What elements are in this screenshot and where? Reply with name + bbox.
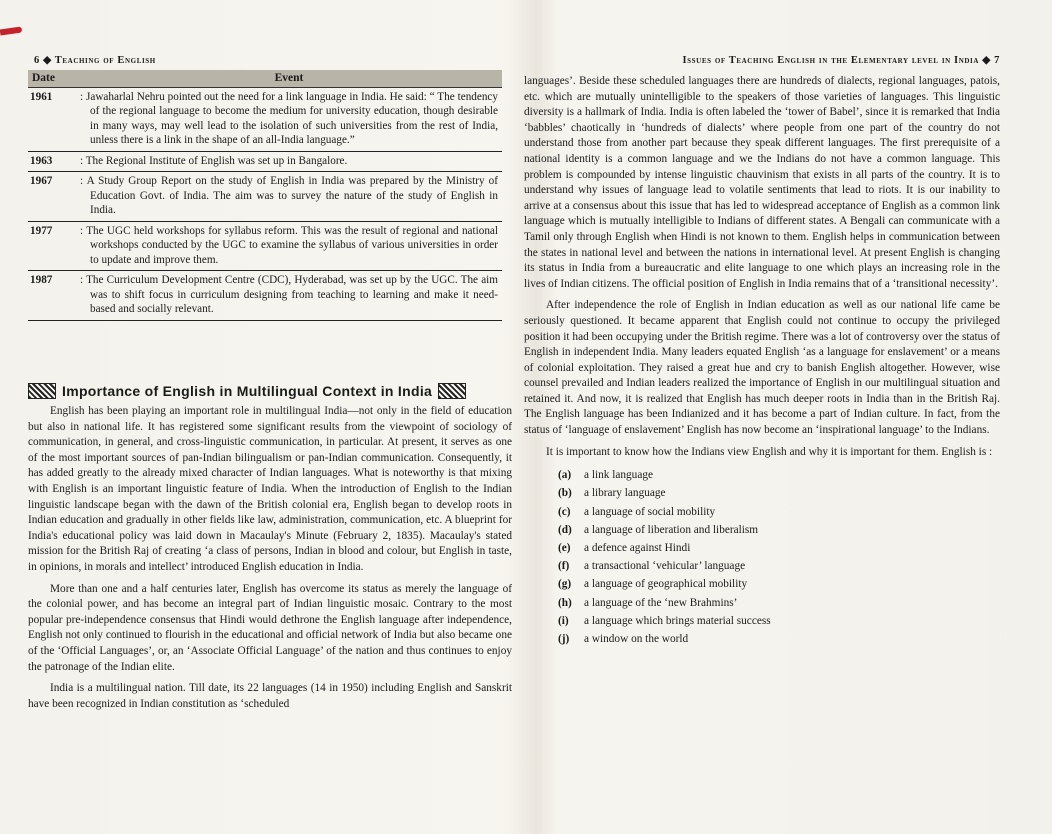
list-marker: (h) <box>558 596 572 609</box>
english-roles-list <box>524 466 1000 648</box>
right-running-head: Issues of Teaching English in the Elementary level in India ◆ 7 <box>682 55 1000 66</box>
list-item <box>558 503 1000 521</box>
list-text: a defence against Hindi <box>584 542 691 555</box>
row-event: : Jawaharlal Nehru pointed out the need for a link language in India. He said: “ The tendency of the regional language to become the medium for university education, though desirable in many ways, may well lead to the isolation of such universities from the rest of India, unless there is a link in the shape of an all-India language.” <box>76 87 502 151</box>
table-row <box>28 87 502 151</box>
paragraph: It is important to know how the Indians view English and why it is important for them. English is : <box>546 445 993 458</box>
row-year: 1963 <box>28 151 76 172</box>
list-text: a link language <box>584 469 654 482</box>
paragraph: English has been playing an important role in multilingual India—not only in the field of education but also in national life. It has registered some significant results from the viewpoint of sociology of communication, in general, and cross-linguistic communication, in particular. At present, it serves as one of the most important sources of pan-Indian bilingualism or pan-Indian communication. Consequently, it has added greatly to the already mixed character of Indian languages. What is noteworthy is that mixing with English is an important linguistic feature of India. When the introduction of English to the Indian linguistic landscape began with the dawn of the British colonial era, English began to develop roots in Indian education and gradually in other fields like law, administration, communication, etc. A blueprint for India's educational policy was laid down in Macaulay's Minute (February 2, 1835). Macaulay's stated mission for the British Raj of creating ‘a class of persons, Indian in blood and colour, but English in taste, in opinions, in morals and intellect’ introduced English education in India. <box>28 405 512 573</box>
paragraph: After independence the role of English in Indian education as well as our national life came be seriously questioned. It became apparent that English could not continue to occupy the privileged position it had been occupying under the British regime. There was a lot of controversy over the status of English in independent India. Many leaders equated English ‘as a language for enslavement’ or a means of colonial exploitation. They raised a great hue and cry to banish English altogether. However, wise counsel prevailed and Indian leaders realized the importance of English in our multilingual situation and retained it. And now, it is realized that English has much deeper roots in India than in the British Raj. The English language has been Indianized and it has become a part of Indian culture. In fact, from the status of ‘language of enslavement’ English has now become an ‘inspirational language’ to the Indians. <box>524 299 1000 437</box>
list-item <box>558 539 1000 557</box>
list-marker: (d) <box>558 523 572 536</box>
list-marker: (b) <box>558 487 572 500</box>
row-event: : The Curriculum Development Centre (CDC), Hyderabad, was set up by the UGC. The aim was to shift focus in curriculum designing from teaching to learning and make it need-based and socially relevant. <box>76 271 502 321</box>
list-item <box>558 466 1000 484</box>
heading-ornament-icon <box>28 383 56 399</box>
left-running-head: 6 ◆ Teaching of English <box>34 55 156 66</box>
timeline-table <box>28 70 502 321</box>
paragraph: More than one and a half centuries later, English has overcome its status as merely the language of the colonial power, and has become an integral part of Indian linguistic mosaic. Contrary to the most popular pre-independence consensus that Hindi would dethrone the English language after independence, English not only continued to flourish in the educational and official network of India but also became one of the ‘Official Languages’, or, an ‘Associate Official Language’ of the nation and thus continues to enjoy the patronage of the Indian elite. <box>28 582 512 673</box>
left-body-text <box>28 404 512 718</box>
table-row <box>28 221 502 271</box>
list-marker: (f) <box>558 560 570 573</box>
list-text: a language of liberation and liberalism <box>584 523 759 536</box>
row-year: 1987 <box>28 271 76 321</box>
list-text: a language of social mobility <box>584 505 716 518</box>
list-text: a language of geographical mobility <box>584 578 748 591</box>
list-item <box>558 630 1000 648</box>
table-row <box>28 151 502 172</box>
list-marker: (e) <box>558 542 571 555</box>
list-marker: (j) <box>558 633 570 646</box>
timeline-header-row <box>28 70 502 87</box>
list-marker: (g) <box>558 578 572 591</box>
table-row <box>28 271 502 321</box>
row-year: 1961 <box>28 87 76 151</box>
section-heading-text: Importance of English in Multilingual Context in India <box>62 383 433 399</box>
list-text: a library language <box>584 487 666 500</box>
right-body-text <box>524 74 1000 648</box>
list-item <box>558 484 1000 502</box>
list-marker: (a) <box>558 469 572 482</box>
list-text: a window on the world <box>584 633 689 646</box>
heading-ornament-icon <box>438 383 466 399</box>
paragraph: India is a multilingual nation. Till date, its 22 languages (14 in 1950) including English and Sanskrit have been recognized in Indian constitution as ‘scheduled <box>28 682 512 710</box>
list-item <box>558 521 1000 539</box>
event-column-header: Event <box>76 70 502 87</box>
list-text: a language of the ‘new Brahmins’ <box>584 596 738 609</box>
list-text: a language which brings material success <box>584 614 771 627</box>
list-marker: (c) <box>558 505 571 518</box>
section-heading <box>28 381 516 401</box>
row-event: : The UGC held workshops for syllabus reform. This was the result of regional and national workshops conducted by the UGC to examine the syllabus of various universities in order to update and improve them. <box>76 221 502 271</box>
list-item <box>558 612 1000 630</box>
row-event: : The Regional Institute of English was set up in Bangalore. <box>76 151 502 172</box>
row-event: : A Study Group Report on the study of English in India was prepared by the Ministry of Education Govt. of India. The aim was to survey the nature of the study of English in India. <box>76 172 502 222</box>
table-row <box>28 172 502 222</box>
list-item <box>558 575 1000 593</box>
list-item <box>558 557 1000 575</box>
list-marker: (i) <box>558 614 569 627</box>
red-bookmark-mark <box>0 26 22 35</box>
date-column-header: Date <box>28 70 76 87</box>
list-item <box>558 594 1000 612</box>
list-text: a transactional ‘vehicular’ language <box>584 560 746 573</box>
row-year: 1967 <box>28 172 76 222</box>
row-year: 1977 <box>28 221 76 271</box>
paragraph: languages’. Beside these scheduled languages there are hundreds of dialects, regional languages, patois, etc. which are mutually unintelligible to the speakers of those varieties of languages. This linguistic diversity is a hallmark of India. India is often labeled the ‘tower of Babel’, since it is remarked that India ‘babbles’ chaotically in ‘hundreds of dialects’ where people from one part of the country do not understand those from another part because they speak different languages. The first prerequisite of a national identity is a common language and we the Indians do not have a common language. This problem is compounded by intense linguistic chauvinism that exists in all parts of the country. It is to understand why issues of language lead to volatile sentiments that lead to riots. It is our inability to arrive at a consensus about this issue that has led to widespread acceptance of English as a common link language which is mutually intelligible to Indians of different states. A Bengali can communicate with a Tamil only through English when Hindi is not known to them. English helps in communication between the states in national level and between the nations in international level. At present English is changing its status in India from a bureaucratic and elite language to one which plays an increasing role in the lives of Indian citizens. The official position of English in India remains that of a ‘transitional necessity’. <box>524 75 1000 290</box>
